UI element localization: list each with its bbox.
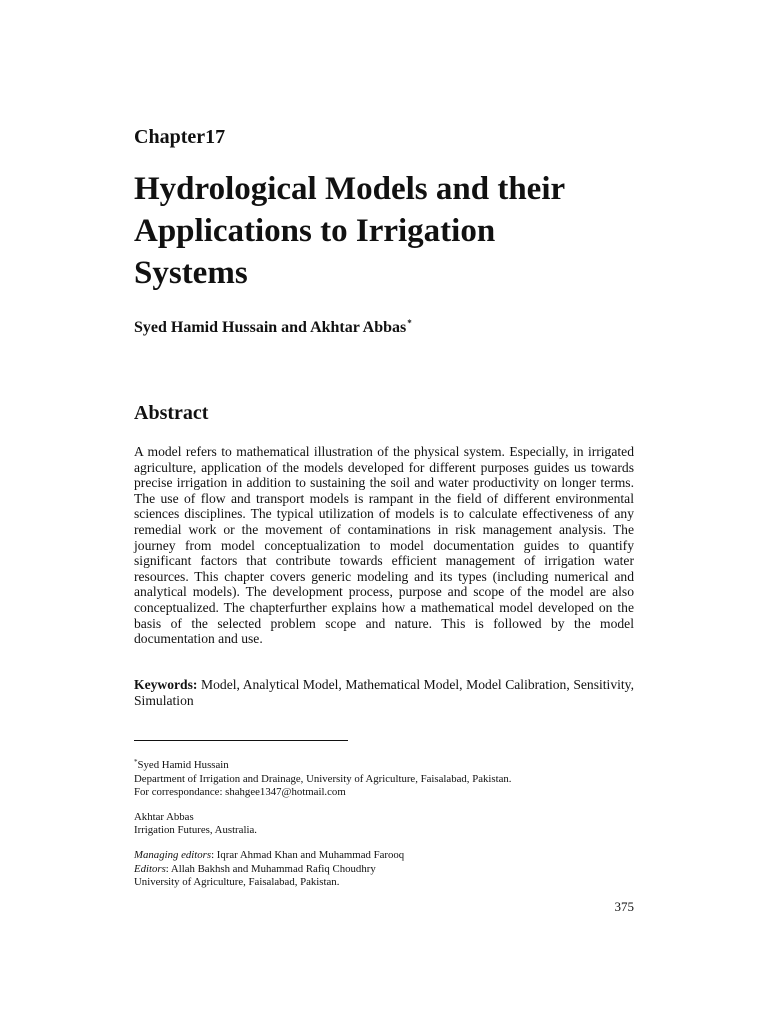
editors-names: : Allah Bakhsh and Muhammad Rafiq Choudhry	[165, 862, 376, 875]
editors-label: Editors	[134, 862, 166, 875]
footnote-divider	[134, 740, 348, 741]
footnote-author-2-name: Akhtar Abbas	[134, 810, 194, 823]
editors-line	[134, 863, 634, 877]
author-footnote-marker: *	[407, 318, 412, 328]
footnote-editors	[134, 849, 634, 890]
keywords	[134, 677, 634, 709]
chapter-title	[134, 168, 654, 294]
managing-editors-line	[134, 849, 634, 863]
title-line-1: Hydrological Models and their	[134, 171, 566, 207]
title-line-3: Systems	[134, 255, 248, 291]
page-number: 375	[614, 899, 634, 914]
footnote-author-2-affiliation: Irrigation Futures, Australia.	[134, 824, 257, 837]
footnote-author-2	[134, 811, 634, 838]
footnote-author-1-name: Syed Hamid Hussain	[137, 759, 229, 771]
author-line	[134, 318, 412, 337]
managing-editors-names: : Iqrar Ahmad Khan and Muhammad Farooq	[211, 848, 405, 861]
footnote-correspondence: For correspondance: shahgee1347@hotmail.com	[134, 786, 346, 799]
footnote-marker: *	[134, 758, 138, 766]
footnote-author-1-affiliation: Department of Irrigation and Drainage, University of Agriculture, Faisalabad, Pakistan.	[134, 772, 512, 785]
keywords-label: Keywords:	[134, 677, 198, 692]
author-names: Syed Hamid Hussain and Akhtar Abbas	[134, 319, 407, 336]
abstract-heading: Abstract	[134, 402, 209, 424]
editors-institution: University of Agriculture, Faisalabad, Pakistan.	[134, 876, 340, 889]
title-line-2: Applications to Irrigation	[134, 213, 496, 249]
footnote-author-1	[134, 756, 634, 800]
managing-editors-label: Managing editors	[134, 848, 212, 861]
footnotes	[134, 756, 634, 901]
keywords-text: Model, Analytical Model, Mathematical Model, Model Calibration, Sensitivity, Simulation	[134, 677, 634, 708]
chapter-label: Chapter17	[134, 126, 226, 148]
abstract-text: A model refers to mathematical illustration of the physical system. Especially, in irrigated agriculture, application of the models developed for different purposes guides us towards precise irrigation in addition to sustaining the soil and water productivity on longer terms. The use of flow and transport models is rampant in the field of different environmental sciences disciplines. The typical utilization of models is to calculate effectiveness of any remedial work or the movement of contaminations in risk management analysis. The journey from model conceptualization to model documentation guides to quantify significant factors that contribute towards efficient management of irrigation water resources. This chapter covers generic modeling and its types (including numerical and analytical models). The development process, purpose and scope of the model are also conceptualized. The chapterfurther explains how a mathematical model developed on the basis of the selected problem scope and nature. This is followed by the model documentation and use.	[134, 444, 634, 647]
